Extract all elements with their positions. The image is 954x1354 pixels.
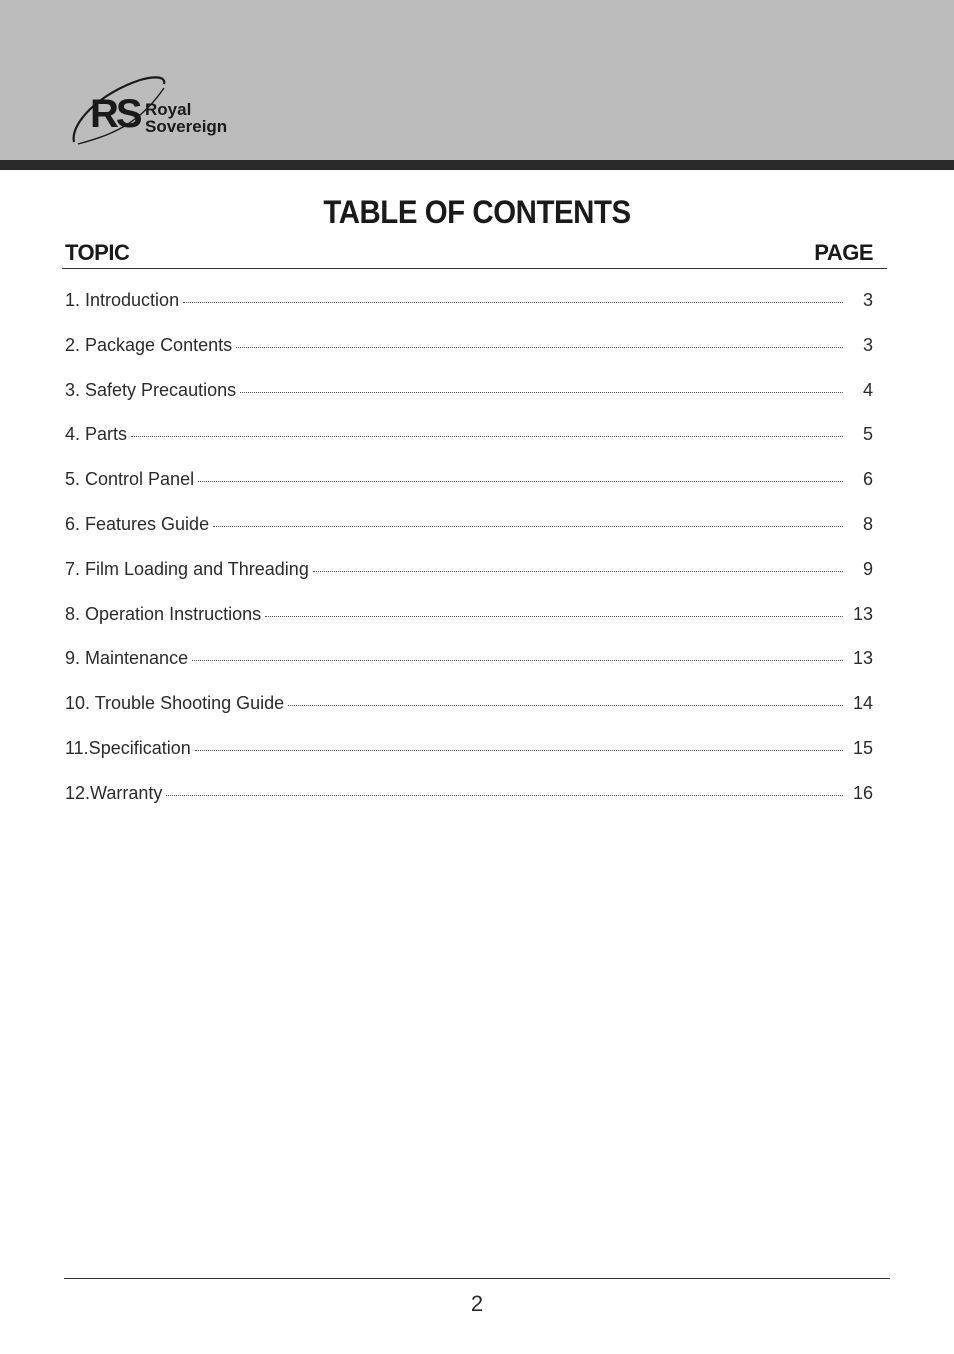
toc-entry-label: 1. Introduction [65, 290, 180, 310]
toc-entry[interactable] [65, 290, 873, 335]
toc-entry[interactable] [65, 693, 873, 738]
toc-entry-label: 5. Control Panel [65, 469, 195, 490]
toc-entry-label: 11.Specification [65, 737, 191, 758]
toc-entry-page: 16 [852, 782, 873, 803]
toc-entry[interactable] [65, 604, 873, 649]
toc-entry-label: 8. Operation Instructions [65, 603, 262, 624]
toc-list [65, 290, 873, 828]
toc-dot-leader [313, 570, 843, 572]
logo-word-sovereign: Sovereign [145, 117, 228, 136]
toc-entry-label: 4. Parts [65, 424, 128, 445]
toc-dot-leader [265, 615, 843, 617]
toc-entry[interactable] [65, 514, 873, 559]
toc-dot-leader [288, 704, 843, 706]
page-column-header: PAGE [814, 240, 873, 265]
toc-entry[interactable] [65, 648, 873, 693]
toc-entry-label: 6. Features Guide [65, 513, 210, 534]
toc-entry[interactable] [65, 559, 873, 604]
toc-entry[interactable] [65, 469, 873, 514]
footer-divider [64, 1278, 890, 1279]
toc-entry-page: 8 [862, 513, 873, 534]
toc-entry-page: 3 [862, 334, 873, 355]
toc-dot-leader [166, 794, 843, 796]
toc-entry-page: 5 [862, 424, 873, 445]
toc-entry[interactable] [65, 380, 873, 425]
toc-entry-label: 7. Film Loading and Threading [65, 558, 309, 579]
toc-dot-leader [195, 749, 843, 751]
page-title: TABLE OF CONTENTS [323, 194, 631, 230]
topic-column-header: TOPIC [65, 240, 130, 265]
toc-dot-leader [236, 346, 843, 348]
toc-dot-leader [198, 480, 843, 482]
toc-entry[interactable] [65, 783, 873, 828]
toc-entry-page: 13 [852, 648, 873, 669]
toc-entry-page: 15 [852, 737, 873, 758]
header-underline [62, 268, 887, 269]
toc-entry[interactable] [65, 424, 873, 469]
toc-entry-label: 10. Trouble Shooting Guide [65, 693, 285, 714]
logo-word-royal: Royal [145, 100, 192, 119]
toc-entry-label: 9. Maintenance [65, 648, 189, 669]
toc-entry[interactable] [65, 738, 873, 783]
toc-entry-page: 13 [852, 603, 873, 624]
toc-dot-leader [192, 659, 843, 661]
toc-entry-label: 12.Warranty [65, 782, 163, 803]
toc-entry-page: 6 [862, 469, 873, 490]
toc-dot-leader [183, 301, 843, 303]
toc-entry-page: 14 [852, 693, 873, 714]
royal-sovereign-logo [68, 74, 268, 148]
toc-entry-label: 2. Package Contents [65, 334, 233, 355]
header-divider [0, 160, 954, 170]
toc-dot-leader [240, 391, 843, 393]
toc-entry-page: 3 [862, 290, 873, 310]
toc-dot-leader [213, 525, 843, 527]
toc-entry-page: 4 [862, 379, 873, 400]
page-number: 2 [470, 1291, 484, 1316]
toc-entry-page: 9 [862, 558, 873, 579]
toc-entry-label: 3. Safety Precautions [65, 379, 237, 400]
logo-mark: RS [90, 92, 140, 136]
toc-entry[interactable] [65, 335, 873, 380]
toc-dot-leader [131, 435, 843, 437]
